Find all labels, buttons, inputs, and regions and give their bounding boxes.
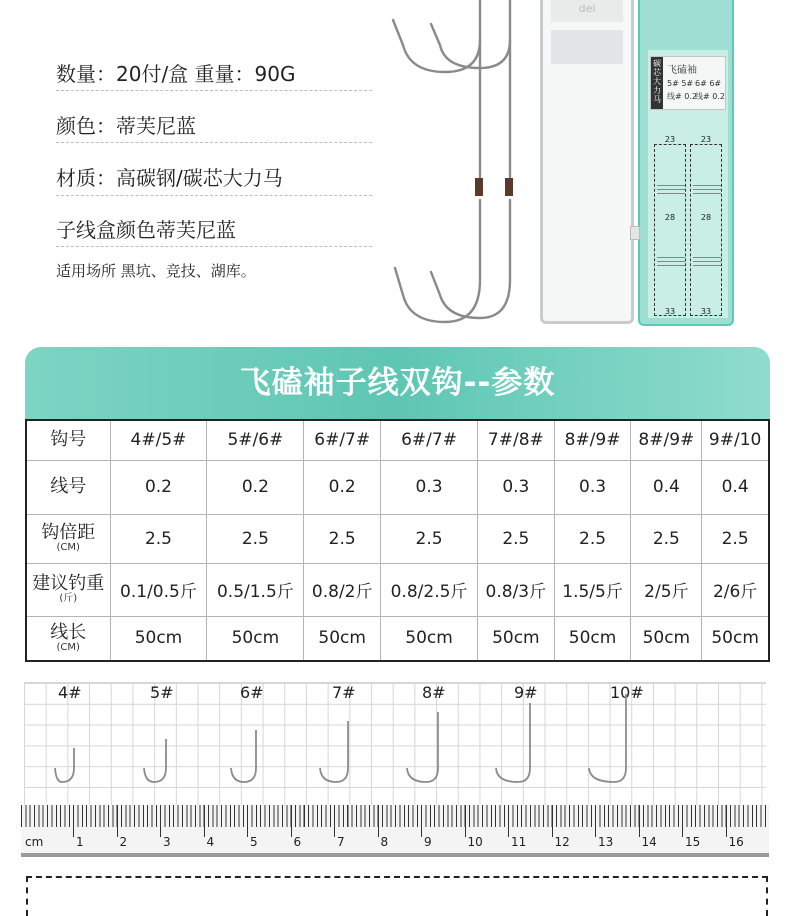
ruler-major-tick <box>465 805 466 837</box>
table-cell: 50cm <box>477 616 554 661</box>
box-logo: dei <box>551 0 623 22</box>
ruler-major-tick <box>552 805 553 837</box>
table-cell: 0.8/3斤 <box>477 563 554 616</box>
slot-mark: 28 <box>664 213 676 222</box>
table-cell: 2.5 <box>477 514 554 563</box>
table-cell: 50cm <box>631 616 702 661</box>
ruler-major-tick <box>247 805 248 837</box>
row-header-unit: (斤) <box>59 593 78 604</box>
ruler-number: 3 <box>163 835 171 849</box>
ruler-major-tick <box>421 805 422 837</box>
slot-mark: 23 <box>664 135 676 144</box>
divider <box>56 195 372 196</box>
spec-usage: 适用场所 黑坑、竞技、湖库。 <box>56 262 256 280</box>
table-cell: 2.5 <box>207 514 304 563</box>
ruler-number: 6 <box>293 835 302 849</box>
table-cell: 0.2 <box>207 460 304 514</box>
table-cell: 5#/6# <box>207 420 304 460</box>
table-cell: 50cm <box>304 616 381 661</box>
ruler-number: 5 <box>250 835 258 849</box>
table-row <box>26 460 769 514</box>
hook-size-label: 7# <box>332 683 356 702</box>
table-cell: 1.5/5斤 <box>554 563 631 616</box>
row-header-unit: (CM) <box>56 542 80 553</box>
hook-icon <box>493 701 536 786</box>
row-header <box>26 616 110 661</box>
table-cell: 4#/5# <box>110 420 207 460</box>
table-cell: 0.8/2斤 <box>304 563 381 616</box>
hook-icon <box>141 737 172 786</box>
spec-box-color: 子线盒颜色蒂芙尼蓝 <box>56 218 236 242</box>
ruler-major-tick <box>334 805 335 837</box>
table-banner <box>25 347 770 419</box>
box-label <box>551 30 623 64</box>
card-side-label: 碳芯大力马 <box>651 57 663 109</box>
ruler-number: 9 <box>424 835 432 849</box>
card-size-b: 6# 6# <box>695 79 722 88</box>
table-cell: 2/6斤 <box>702 563 769 616</box>
table-row <box>26 616 769 661</box>
ruler-number: 12 <box>554 835 570 849</box>
ruler-major-tick <box>508 805 509 837</box>
table-cell: 6#/7# <box>304 420 381 460</box>
row-header <box>26 514 110 563</box>
teal-line-box <box>638 0 734 326</box>
table-row <box>26 420 769 460</box>
table-row <box>26 563 769 616</box>
card-line-a: 线# 0.2 <box>667 92 697 101</box>
hook-icon <box>228 728 262 786</box>
table-cell: 7#/8# <box>477 420 554 460</box>
table-cell: 0.4 <box>631 460 702 514</box>
ruler-number: 7 <box>337 835 345 849</box>
ruler-number: 11 <box>511 835 527 849</box>
divider <box>56 246 372 247</box>
table-cell: 0.2 <box>304 460 381 514</box>
ruler-major-tick <box>117 805 118 837</box>
table-cell: 50cm <box>554 616 631 661</box>
hook-size-label: 4# <box>58 683 82 702</box>
clear-line-box <box>540 0 634 324</box>
hook-size-label: 8# <box>422 683 446 702</box>
table-cell: 0.2 <box>110 460 207 514</box>
hook-size-label: 5# <box>150 683 174 702</box>
hook-size-label: 6# <box>240 683 264 702</box>
row-header <box>26 420 110 460</box>
card-line-b: 线# 0.2 <box>695 92 725 101</box>
table-cell: 50cm <box>702 616 769 661</box>
dashed-section-border <box>26 876 768 916</box>
row-header-label: 线长 <box>50 621 87 643</box>
table-cell: 0.1/0.5斤 <box>110 563 207 616</box>
card-title: 飞磕袖 <box>667 65 697 76</box>
table-cell: 9#/10 <box>702 420 769 460</box>
box-clasp <box>630 226 640 240</box>
table-cell: 8#/9# <box>631 420 702 460</box>
row-header <box>26 460 110 514</box>
double-hook-illustration <box>385 0 545 330</box>
hook-size-label: 9# <box>514 683 538 702</box>
slot-mark: 33 <box>664 307 676 316</box>
ruler-major-tick <box>204 805 205 837</box>
table-cell: 8#/9# <box>554 420 631 460</box>
ruler-number: 8 <box>380 835 389 849</box>
table-cell: 2/5斤 <box>631 563 702 616</box>
ruler-major-tick <box>682 805 683 837</box>
table-cell: 0.5/1.5斤 <box>207 563 304 616</box>
ruler-number: 14 <box>641 835 657 849</box>
hook-icon <box>52 746 80 786</box>
table-cell: 0.3 <box>554 460 631 514</box>
table-cell: 2.5 <box>304 514 381 563</box>
table-cell: 0.4 <box>702 460 769 514</box>
ruler-number: 10 <box>467 835 483 849</box>
hook-icon <box>317 719 354 786</box>
table-title: 飞磕袖子线双钩--参数 <box>239 365 556 401</box>
box-slot-right <box>690 135 722 316</box>
ruler-major-tick <box>595 805 596 837</box>
parameter-table <box>25 419 770 662</box>
ruler-number: 2 <box>119 835 128 849</box>
slot-mark: 28 <box>700 213 712 222</box>
ruler-number: 16 <box>728 835 744 849</box>
table-cell: 2.5 <box>702 514 769 563</box>
row-header-label: 建议钓重 <box>32 573 105 594</box>
table-cell: 50cm <box>207 616 304 661</box>
row-header <box>26 563 110 616</box>
ruler-major-tick <box>726 805 727 837</box>
ruler-unit: cm <box>25 835 44 849</box>
table-cell: 50cm <box>381 616 478 661</box>
hook-icon <box>404 710 444 786</box>
ruler-major-tick <box>291 805 292 837</box>
card-size-a: 5# 5# <box>667 79 694 88</box>
ruler <box>21 805 769 857</box>
table-cell: 0.3 <box>381 460 478 514</box>
row-header-label: 线号 <box>50 476 87 497</box>
slot-mark: 23 <box>700 135 712 144</box>
table-cell: 50cm <box>110 616 207 661</box>
ruler-number: 4 <box>206 835 215 849</box>
spec-material: 材质：高碳钢/碳芯大力马 <box>56 166 283 190</box>
ruler-major-tick <box>73 805 74 837</box>
table-cell: 6#/7# <box>381 420 478 460</box>
table-cell: 2.5 <box>631 514 702 563</box>
table-cell: 0.8/2.5斤 <box>381 563 478 616</box>
row-header-label: 钩号 <box>50 429 87 451</box>
divider <box>56 142 372 143</box>
ruler-number: 15 <box>685 835 701 849</box>
ruler-ticks <box>21 805 769 827</box>
hook-size-label: 10# <box>610 683 644 702</box>
table-cell: 2.5 <box>110 514 207 563</box>
ruler-major-tick <box>378 805 379 837</box>
ruler-major-tick <box>639 805 640 837</box>
divider <box>56 90 372 91</box>
hook-icon <box>586 692 632 786</box>
spec-color: 颜色：蒂芙尼蓝 <box>56 114 196 138</box>
table-row <box>26 514 769 563</box>
box-slot-left <box>654 135 686 316</box>
row-header-label: 钩倍距 <box>41 522 96 543</box>
spec-quantity-weight: 数量：20付/盒 重量：90G <box>56 62 296 86</box>
ruler-major-tick <box>160 805 161 837</box>
slot-mark: 33 <box>700 307 712 316</box>
table-cell: 2.5 <box>554 514 631 563</box>
measurement-grid <box>24 682 766 808</box>
ruler-number: 13 <box>598 835 614 849</box>
table-cell: 0.3 <box>477 460 554 514</box>
table-cell: 2.5 <box>381 514 478 563</box>
box-product-card <box>650 56 726 110</box>
row-header-unit: (CM) <box>56 641 80 653</box>
ruler-number: 1 <box>76 835 84 849</box>
